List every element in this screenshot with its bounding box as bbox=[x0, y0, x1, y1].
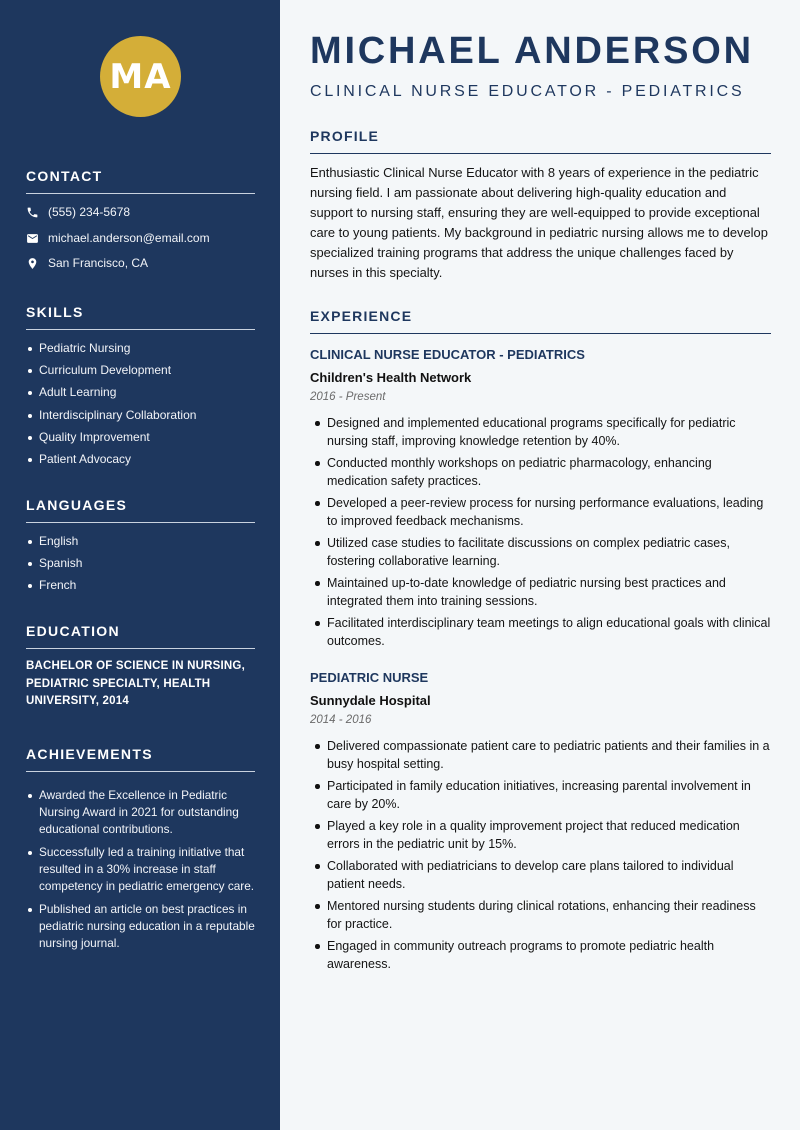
bullet-item: Engaged in community outreach programs to promote pediatric health awareness. bbox=[310, 937, 771, 973]
bullet-item: Delivered compassionate patient care to pediatric patients and their families in a busy hospital setting. bbox=[310, 737, 771, 773]
bullet-item: Maintained up-to-date knowledge of pediatric nursing best practices and integrated them into training sessions. bbox=[310, 574, 771, 610]
email-icon bbox=[26, 232, 39, 245]
bullet-item: Collaborated with pediatricians to develop care plans tailored to individual patient needs. bbox=[310, 857, 771, 893]
avatar-initials: MA bbox=[109, 56, 172, 97]
achievements-heading: ACHIEVEMENTS bbox=[26, 746, 255, 772]
profile-text: Enthusiastic Clinical Nurse Educator with 8 years of experience in the pediatric nursing field. I am passionate about delivering high-quality education and support to nursing staff, ensuring they are well-equipped to provide exceptional care to young patients. My background in pediatric nursing allows me to develop specialized training programs that address the unique challenges faced by nurses in this specialty. bbox=[310, 165, 768, 280]
location-pin-icon bbox=[26, 257, 39, 270]
languages-heading: LANGUAGES bbox=[26, 497, 255, 523]
achievement-item: Successfully led a training initiative that resulted in a 30% increase in staff competency in pediatric emergency care. bbox=[26, 844, 255, 895]
job-company: Children's Health Network bbox=[310, 370, 472, 385]
skill-item: Pediatric Nursing bbox=[26, 340, 255, 362]
achievement-item: Awarded the Excellence in Pediatric Nursing Award in 2021 for outstanding educational contributions. bbox=[26, 787, 255, 838]
candidate-name: MICHAEL ANDERSON bbox=[310, 30, 754, 72]
contact-email bbox=[26, 231, 210, 245]
contact-phone-text: (555) 234-5678 bbox=[48, 205, 131, 219]
contact-location bbox=[26, 256, 148, 270]
job-bullets bbox=[310, 414, 771, 654]
achievement-item: Published an article on best practices in pediatric nursing education in a reputable nursing journal. bbox=[26, 901, 255, 952]
contact-heading: CONTACT bbox=[26, 168, 255, 194]
skill-item: Patient Advocacy bbox=[26, 451, 255, 473]
sidebar bbox=[0, 0, 280, 1130]
education-degree: BACHELOR OF SCIENCE IN NURSING, PEDIATRIC SPECIALTY, HEALTH UNIVERSITY, 2014 bbox=[26, 660, 245, 707]
bullet-item: Played a key role in a quality improvement project that reduced medication errors in the pediatric unit by 15%. bbox=[310, 817, 771, 853]
bullet-item: Facilitated interdisciplinary team meetings to align educational goals with clinical outcomes. bbox=[310, 614, 771, 650]
skill-item: Interdisciplinary Collaboration bbox=[26, 407, 255, 429]
experience-heading: EXPERIENCE bbox=[310, 308, 771, 334]
skill-item: Quality Improvement bbox=[26, 429, 255, 451]
language-item: English bbox=[26, 533, 255, 555]
language-item: French bbox=[26, 577, 255, 599]
skills-heading: SKILLS bbox=[26, 304, 255, 330]
profile-heading: PROFILE bbox=[310, 128, 771, 154]
contact-email-text: michael.anderson@email.com bbox=[48, 231, 210, 245]
bullet-item: Participated in family education initiatives, increasing parental involvement in care by 20%. bbox=[310, 777, 771, 813]
skill-item: Adult Learning bbox=[26, 384, 255, 406]
avatar bbox=[100, 36, 181, 117]
candidate-title: CLINICAL NURSE EDUCATOR - PEDIATRICS bbox=[310, 83, 745, 100]
bullet-item: Utilized case studies to facilitate discussions on complex pediatric cases, fostering collaborative learning. bbox=[310, 534, 771, 570]
job-company: Sunnydale Hospital bbox=[310, 693, 431, 708]
achievements-list bbox=[26, 787, 255, 958]
bullet-item: Developed a peer-review process for nursing performance evaluations, leading to improved feedback mechanisms. bbox=[310, 494, 771, 530]
education-heading: EDUCATION bbox=[26, 623, 255, 649]
languages-list bbox=[26, 533, 255, 600]
skills-list bbox=[26, 340, 255, 473]
skill-item: Curriculum Development bbox=[26, 362, 255, 384]
contact-phone bbox=[26, 205, 130, 219]
job-bullets bbox=[310, 737, 771, 977]
bullet-item: Mentored nursing students during clinical rotations, enhancing their readiness for practice. bbox=[310, 897, 771, 933]
language-item: Spanish bbox=[26, 555, 255, 577]
phone-icon bbox=[26, 206, 39, 219]
job-title: CLINICAL NURSE EDUCATOR - PEDIATRICS bbox=[310, 347, 585, 362]
job-dates: 2014 - 2016 bbox=[310, 714, 372, 726]
job-dates: 2016 - Present bbox=[310, 391, 386, 403]
job-title: PEDIATRIC NURSE bbox=[310, 670, 429, 685]
bullet-item: Conducted monthly workshops on pediatric pharmacology, enhancing medication safety practices. bbox=[310, 454, 771, 490]
bullet-item: Designed and implemented educational programs specifically for pediatric nursing staff, improving knowledge retention by 40%. bbox=[310, 414, 771, 450]
contact-location-text: San Francisco, CA bbox=[48, 256, 149, 270]
